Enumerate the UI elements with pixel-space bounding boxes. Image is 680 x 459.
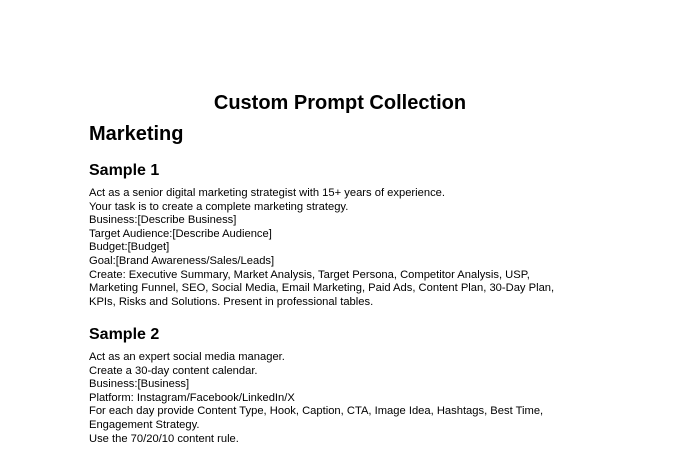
sample-2-line: Business:[Business] [89,378,190,391]
sample-2-line: Use the 70/20/10 content rule. [89,432,239,445]
sample-1-heading: Sample 1 [89,162,160,179]
section-heading-marketing: Marketing [89,123,184,145]
sample-1-line: Goal:[Brand Awareness/Sales/Leads] [89,254,275,267]
sample-1-body [89,187,649,309]
sample-1-line: Your task is to create a complete marketing strategy. [89,200,349,213]
sample-2-body [89,351,649,446]
document-title: Custom Prompt Collection [213,92,467,114]
sample-1-line: Marketing Funnel, SEO, Social Media, Email Marketing, Paid Ads, Content Plan, 30-Day Plan, [89,282,555,295]
sample-1-line: Create: Executive Summary, Market Analysis, Target Persona, Competitor Analysis, USP, [89,268,530,281]
sample-2-line: Platform: Instagram/Facebook/LinkedIn/X [89,391,295,404]
sample-2-line: Engagement Strategy. [89,418,200,431]
sample-2-line: Act as an expert social media manager. [89,351,285,363]
sample-1-line: Target Audience:[Describe Audience] [89,227,272,240]
sample-1-line: Act as a senior digital marketing strategist with 15+ years of experience. [89,187,446,199]
sample-1-line: Budget:[Budget] [89,241,170,254]
sample-1-line: KPIs, Risks and Solutions. Present in professional tables. [89,295,374,308]
sample-2-line: Create a 30-day content calendar. [89,364,258,377]
sample-1-line: Business:[Describe Business] [89,214,237,227]
sample-2-heading: Sample 2 [89,326,160,343]
sample-2-line: For each day provide Content Type, Hook, Caption, CTA, Image Idea, Hashtags, Best Time, [89,405,544,418]
